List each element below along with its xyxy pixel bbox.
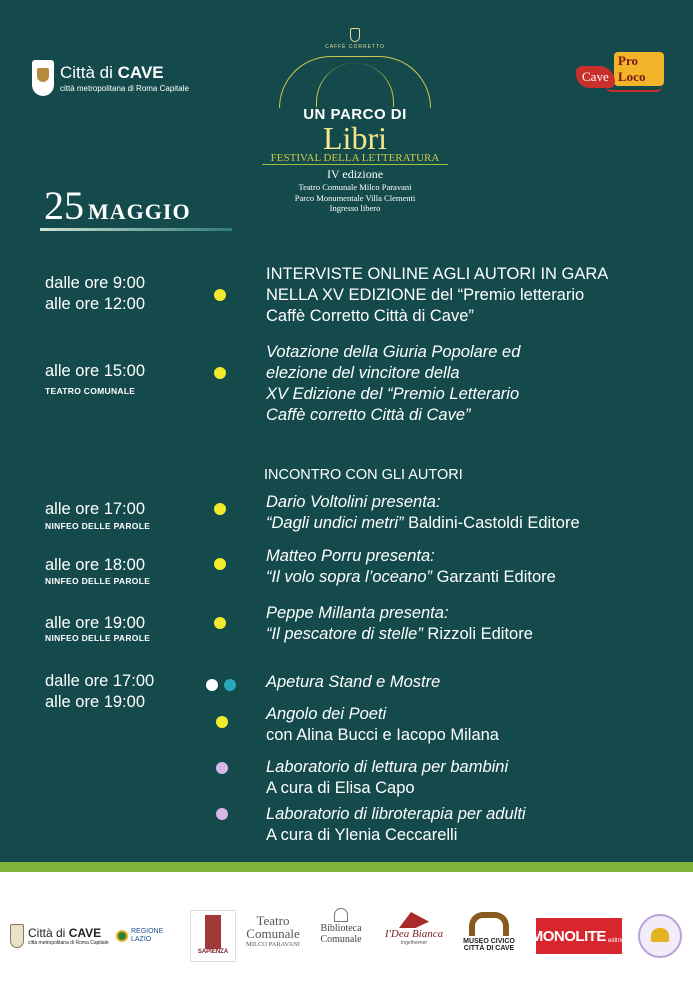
venue-line: Teatro Comunale Milco Paravani (298, 182, 412, 192)
festival-logo (262, 28, 448, 214)
monolite-label: MONOLITE (530, 927, 606, 945)
festival-title-top: UN PARCO DI (303, 106, 407, 123)
yellow-dot-icon (214, 558, 226, 570)
yellow-dot-icon (214, 289, 226, 301)
author-time: alle ore 19:00 (45, 614, 145, 632)
teatro-line: Teatro (256, 913, 290, 928)
desc-line: elezione del vincitore della (266, 364, 460, 382)
publisher: Garzanti Editore (436, 568, 556, 586)
item-title: Angolo dei Poeti (266, 705, 387, 723)
book-title: “Dagli undici metri” (266, 514, 404, 532)
schedule-description (266, 264, 608, 327)
author-event (266, 603, 533, 645)
proloco-logo (566, 52, 664, 102)
sponsor-strip (0, 900, 693, 972)
book-title: “Il pescatore di stelle” (266, 625, 423, 643)
library-icon (334, 908, 348, 922)
item-subtitle: con Alina Bucci e Iacopo Milana (266, 726, 499, 744)
venue-line: Parco Monumentale Villa Clementi (294, 192, 416, 203)
desc-line: Caffè corretto Città di Cave” (266, 406, 471, 424)
author-title: Peppe Millanta presenta: (266, 604, 449, 622)
meet-authors-heading: INCONTRO CON GLI AUTORI (264, 467, 463, 483)
city-subtitle: città metropolitana di Roma Capitale (60, 83, 189, 93)
date-month: MAGGIO (88, 199, 191, 224)
dome-icon (279, 56, 431, 108)
afternoon-item (266, 672, 440, 693)
author-time: alle ore 17:00 (45, 500, 145, 518)
festival-title-main: Libri (323, 120, 387, 156)
date-day: 25 (44, 183, 84, 228)
proloco-town: Cave (576, 66, 615, 88)
teal-dot-icon (224, 679, 236, 691)
item-title: Laboratorio di libroterapia per adulti (266, 805, 526, 823)
author-title: Dario Voltolini presenta: (266, 493, 441, 511)
footer-divider (0, 862, 693, 872)
author-time: alle ore 18:00 (45, 556, 145, 574)
proloco-label: Pro Loco (614, 52, 664, 86)
afternoon-item (266, 704, 499, 746)
sponsor-teatro (244, 914, 302, 949)
afternoon-time (45, 671, 154, 713)
white-dot-icon (206, 679, 218, 691)
publisher: Rizzoli Editore (427, 625, 533, 643)
yellow-dot-icon (214, 367, 226, 379)
biblioteca-line: Biblioteca (320, 923, 362, 934)
arch-icon (469, 912, 509, 936)
museo-line: MUSEO CIVICO (463, 938, 515, 945)
museo-line: CITTÀ DI CAVE (463, 945, 515, 952)
sponsor-cave-bold: CAVE (68, 926, 102, 940)
tower-icon (205, 915, 221, 949)
yellow-dot-icon (216, 716, 228, 728)
idea-bianca-name: I'Dea Bianca (384, 928, 444, 940)
sponsor-biblioteca (314, 908, 368, 945)
sponsor-monolite (530, 918, 628, 954)
sponsor-idea-bianca (378, 912, 450, 946)
schedule-description (266, 342, 520, 426)
author-place: NINFEO DELLE PAROLE (45, 576, 151, 586)
author-event (266, 546, 556, 588)
coffee-cup-icon (350, 28, 360, 42)
monolite-sub: editrice (607, 938, 628, 944)
sponsor-cave-sub: città metropolitana di Roma Capitale (28, 940, 109, 946)
city-of-cave-logo (32, 60, 189, 96)
time-line: alle ore 19:00 (45, 693, 145, 711)
idea-bianca-sub: Ingelheimer (400, 940, 428, 946)
festival-sponsor-small: CAFFÈ CORRETTO (325, 44, 385, 50)
time-line: dalle ore 17:00 (45, 672, 155, 690)
time-line: alle ore 15:00 (45, 362, 145, 380)
city-crest-icon (10, 924, 24, 948)
sponsor-museo (456, 912, 522, 952)
item-title: Laboratorio di lettura per bambini (266, 758, 509, 776)
teatro-line: Comunale (246, 926, 300, 941)
festival-venue (262, 182, 448, 214)
desc-line: INTERVISTE ONLINE AGLI AUTORI IN GARA (266, 265, 609, 283)
time-line: dalle ore 9:00 (45, 274, 145, 292)
author-place: NINFEO DELLE PAROLE (45, 521, 151, 531)
sponsor-seal (638, 914, 682, 958)
yellow-dot-icon (214, 503, 226, 515)
regione-emblem-icon (116, 930, 128, 942)
author-place: NINFEO DELLE PAROLE (45, 633, 151, 643)
teatro-line: MILCO PARAVANI (246, 941, 300, 948)
desc-line: NELLA XV EDIZIONE del “Premio letterario (266, 286, 585, 304)
schedule-time (45, 273, 145, 315)
city-name-bold: CAVE (117, 62, 164, 82)
sponsor-regione-lazio (116, 928, 163, 943)
city-crest-icon (32, 60, 54, 96)
festival-edition: IV edizione (326, 167, 384, 181)
sponsor-sapienza (190, 910, 236, 962)
sponsor-cave (10, 924, 109, 948)
regione-line: LAZIO (131, 935, 152, 943)
hands-icon (651, 928, 669, 942)
book-title: “Il volo sopra l’oceano” (266, 568, 432, 586)
venue-line: Ingresso libero (329, 203, 381, 214)
biblioteca-line: Comunale (320, 933, 362, 945)
author-title: Matteo Porru presenta: (266, 547, 435, 565)
schedule-place: TEATRO COMUNALE (45, 386, 136, 396)
date-underline (40, 228, 232, 231)
item-subtitle: A cura di Elisa Capo (266, 779, 415, 797)
sponsor-cave-prefix: Città di (28, 926, 66, 940)
item-subtitle: A cura di Ylenia Ceccarelli (266, 826, 458, 844)
lilac-dot-icon (216, 762, 228, 774)
author-event (266, 492, 580, 534)
desc-line: Votazione della Giuria Popolare ed (266, 343, 521, 361)
sapienza-label: SAPIENZA (197, 949, 229, 955)
publisher: Baldini-Castoldi Editore (408, 514, 580, 532)
yellow-dot-icon (214, 617, 226, 629)
desc-line: Caffè Corretto Città di Cave” (266, 307, 474, 325)
afternoon-item (266, 757, 508, 799)
bird-icon (399, 912, 429, 928)
regione-line: REGIONE (131, 928, 164, 935)
proloco-swoosh-icon (606, 86, 662, 92)
festival-subtitle: FESTIVAL DELLA LETTERATURA (262, 152, 448, 165)
event-date (44, 182, 191, 229)
item-title: Apetura Stand e Mostre (266, 673, 441, 691)
afternoon-item (266, 804, 526, 846)
desc-line: XV Edizione del “Premio Letterario (266, 385, 520, 403)
city-name-prefix: Città di (60, 62, 113, 82)
time-line: alle ore 12:00 (45, 295, 145, 313)
lilac-dot-icon (216, 808, 228, 820)
schedule-time (45, 361, 145, 382)
